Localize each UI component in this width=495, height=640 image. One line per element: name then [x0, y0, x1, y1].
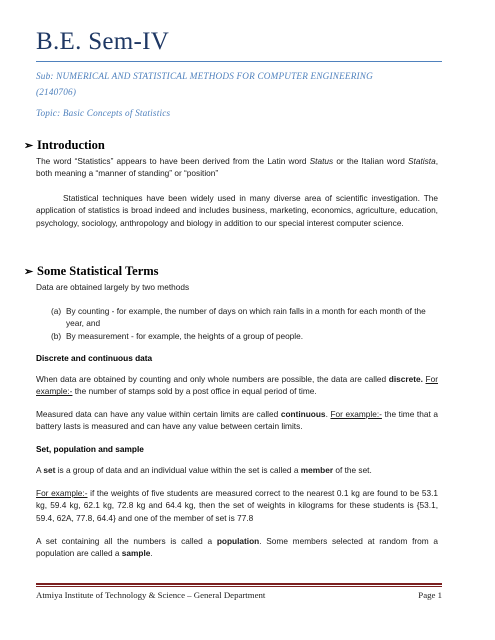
- section-heading-introduction: [24, 138, 105, 153]
- intro-paragraph-2: Statistical techniques have been widely used in many diverse area of scientific investigation. The application of statistics is broad indeed and includes business, marketing, economics, agriculture, education, psychology, sociology, anthropology and biology in addition to our special interest computer science.: [36, 193, 438, 228]
- title-underline: [36, 61, 442, 62]
- footer-institution: Atmiya Institute of Technology & Science – General Department: [36, 590, 266, 600]
- bullet-arrow-icon: ➢: [24, 140, 34, 152]
- bullet-arrow-icon: ➢: [24, 266, 34, 278]
- example-paragraph: For example:- if the weights of five students are measured correct to the nearest 0.1 kg are found to be 53.1 kg, 59.4 kg, 62.1 kg, 72.8 kg and 64.4 kg, then the set of weights in kilograms for these students is {53.1, 59.4, 62A, 77.8, 64.4} and one of the member of set is 77.8: [36, 488, 438, 523]
- page-number: Page 1: [418, 590, 442, 600]
- section-heading-terms: [24, 264, 159, 279]
- subheading-set: Set, population and sample: [36, 444, 144, 454]
- discrete-paragraph: When data are obtained by counting and only whole numbers are possible, the data are called discrete. For example:- the number of stamps sold by a post office in equal period of time.: [36, 374, 438, 397]
- subject-code: (2140706): [36, 87, 77, 97]
- footer-divider: [36, 583, 442, 585]
- list-item: (b) By measurement - for example, the heights of a group of people.: [51, 331, 304, 341]
- list-item: (a) By counting - for example, the number of days on which rain falls in a month for each month of the year, and: [51, 306, 426, 329]
- terms-lead: Data are obtained largely by two methods: [36, 282, 190, 292]
- intro-paragraph-1: The word “Statistics” appears to have been derived from the Latin word Status or the Italian word Statista, both meaning a “manner of standing” or “position”: [36, 156, 438, 179]
- heading-text: Some Statistical Terms: [37, 264, 159, 278]
- subheading-discrete: Discrete and continuous data: [36, 353, 153, 363]
- heading-text: Introduction: [37, 138, 105, 152]
- set-paragraph: A set is a group of data and an individual value within the set is called a member of the set.: [36, 465, 372, 475]
- subject-line: Sub: NUMERICAL AND STATISTICAL METHODS FOR COMPUTER ENGINEERING: [36, 71, 373, 81]
- topic-line: Topic: Basic Concepts of Statistics: [36, 108, 171, 118]
- population-paragraph: A set containing all the numbers is called a population. Some members selected at random from a population are called a sample.: [36, 536, 438, 559]
- footer-divider-thin: [36, 586, 442, 587]
- document-title: B.E. Sem-IV: [36, 28, 170, 55]
- continuous-paragraph: Measured data can have any value within certain limits are called continuous. For example:- the time that a battery lasts is measured and can have any value between certain limits.: [36, 409, 438, 432]
